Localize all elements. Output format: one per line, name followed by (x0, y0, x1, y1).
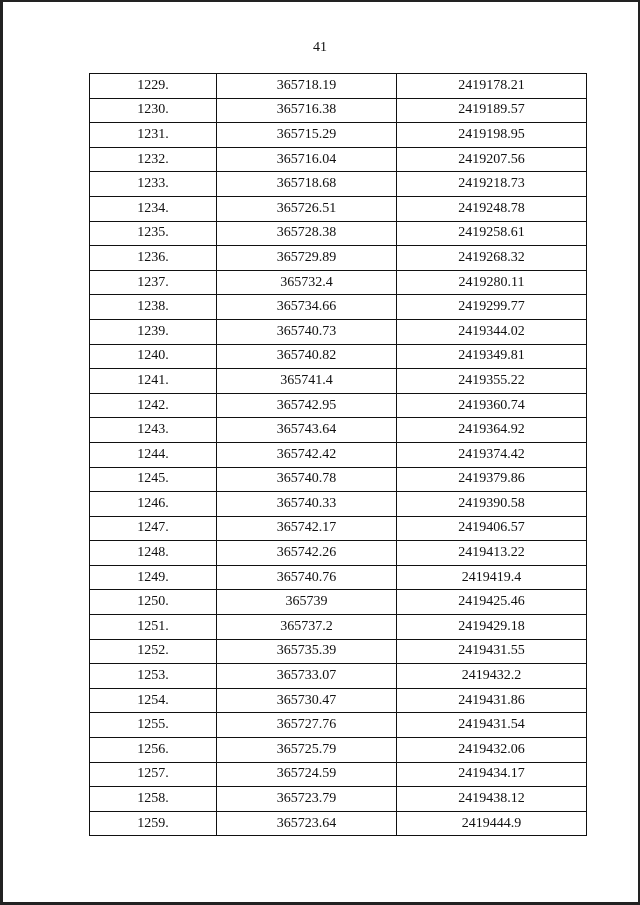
point-number-cell: 1243. (90, 418, 217, 443)
y-coordinate-cell: 2419431.55 (397, 639, 587, 664)
table-row (90, 221, 587, 246)
y-coordinate-cell: 2419355.22 (397, 369, 587, 394)
y-coordinate-cell: 2419299.77 (397, 295, 587, 320)
point-number-cell: 1239. (90, 319, 217, 344)
table-row (90, 295, 587, 320)
x-coordinate-cell: 365732.4 (217, 270, 397, 295)
x-coordinate-cell: 365728.38 (217, 221, 397, 246)
table-row (90, 319, 587, 344)
y-coordinate-cell: 2419360.74 (397, 393, 587, 418)
y-coordinate-cell: 2419431.54 (397, 713, 587, 738)
y-coordinate-cell: 2419218.73 (397, 172, 587, 197)
scan-border-left (0, 0, 3, 905)
point-number-cell: 1252. (90, 639, 217, 664)
y-coordinate-cell: 2419207.56 (397, 147, 587, 172)
x-coordinate-cell: 365718.19 (217, 74, 397, 99)
table-row (90, 811, 587, 836)
x-coordinate-cell: 365737.2 (217, 615, 397, 640)
y-coordinate-cell: 2419268.32 (397, 246, 587, 271)
point-number-cell: 1257. (90, 762, 217, 787)
y-coordinate-cell: 2419438.12 (397, 787, 587, 812)
x-coordinate-cell: 365740.82 (217, 344, 397, 369)
y-coordinate-cell: 2419431.86 (397, 688, 587, 713)
y-coordinate-cell: 2419364.92 (397, 418, 587, 443)
x-coordinate-cell: 365723.64 (217, 811, 397, 836)
point-number-cell: 1237. (90, 270, 217, 295)
y-coordinate-cell: 2419248.78 (397, 196, 587, 221)
x-coordinate-cell: 365742.26 (217, 541, 397, 566)
table-row (90, 713, 587, 738)
y-coordinate-cell: 2419344.02 (397, 319, 587, 344)
x-coordinate-cell: 365715.29 (217, 123, 397, 148)
table-row (90, 98, 587, 123)
x-coordinate-cell: 365716.38 (217, 98, 397, 123)
point-number-cell: 1232. (90, 147, 217, 172)
y-coordinate-cell: 2419444.9 (397, 811, 587, 836)
table-row (90, 467, 587, 492)
x-coordinate-cell: 365735.39 (217, 639, 397, 664)
y-coordinate-cell: 2419349.81 (397, 344, 587, 369)
point-number-cell: 1253. (90, 664, 217, 689)
y-coordinate-cell: 2419434.17 (397, 762, 587, 787)
y-coordinate-cell: 2419425.46 (397, 590, 587, 615)
point-number-cell: 1249. (90, 565, 217, 590)
x-coordinate-cell: 365726.51 (217, 196, 397, 221)
y-coordinate-cell: 2419189.57 (397, 98, 587, 123)
coordinates-table (89, 73, 587, 836)
table-row (90, 516, 587, 541)
x-coordinate-cell: 365724.59 (217, 762, 397, 787)
table-row (90, 369, 587, 394)
x-coordinate-cell: 365716.04 (217, 147, 397, 172)
point-number-cell: 1240. (90, 344, 217, 369)
table-row (90, 787, 587, 812)
x-coordinate-cell: 365742.95 (217, 393, 397, 418)
x-coordinate-cell: 365727.76 (217, 713, 397, 738)
x-coordinate-cell: 365740.76 (217, 565, 397, 590)
table-row (90, 541, 587, 566)
table-row (90, 123, 587, 148)
table-row (90, 270, 587, 295)
x-coordinate-cell: 365742.17 (217, 516, 397, 541)
x-coordinate-cell: 365743.64 (217, 418, 397, 443)
y-coordinate-cell: 2419419.4 (397, 565, 587, 590)
y-coordinate-cell: 2419374.42 (397, 442, 587, 467)
x-coordinate-cell: 365740.73 (217, 319, 397, 344)
point-number-cell: 1242. (90, 393, 217, 418)
table-row (90, 615, 587, 640)
point-number-cell: 1241. (90, 369, 217, 394)
point-number-cell: 1231. (90, 123, 217, 148)
point-number-cell: 1250. (90, 590, 217, 615)
table-row (90, 492, 587, 517)
table-row (90, 442, 587, 467)
point-number-cell: 1256. (90, 738, 217, 763)
y-coordinate-cell: 2419413.22 (397, 541, 587, 566)
point-number-cell: 1251. (90, 615, 217, 640)
table-row (90, 74, 587, 99)
point-number-cell: 1245. (90, 467, 217, 492)
table-row (90, 344, 587, 369)
point-number-cell: 1238. (90, 295, 217, 320)
point-number-cell: 1244. (90, 442, 217, 467)
scan-border-top (0, 0, 640, 2)
table-row (90, 147, 587, 172)
y-coordinate-cell: 2419429.18 (397, 615, 587, 640)
y-coordinate-cell: 2419178.21 (397, 74, 587, 99)
y-coordinate-cell: 2419432.2 (397, 664, 587, 689)
x-coordinate-cell: 365740.33 (217, 492, 397, 517)
x-coordinate-cell: 365740.78 (217, 467, 397, 492)
table-row (90, 639, 587, 664)
point-number-cell: 1229. (90, 74, 217, 99)
table-row (90, 418, 587, 443)
point-number-cell: 1230. (90, 98, 217, 123)
x-coordinate-cell: 365723.79 (217, 787, 397, 812)
x-coordinate-cell: 365742.42 (217, 442, 397, 467)
table-row (90, 196, 587, 221)
table-row (90, 565, 587, 590)
point-number-cell: 1255. (90, 713, 217, 738)
point-number-cell: 1236. (90, 246, 217, 271)
x-coordinate-cell: 365725.79 (217, 738, 397, 763)
y-coordinate-cell: 2419432.06 (397, 738, 587, 763)
point-number-cell: 1254. (90, 688, 217, 713)
table-row (90, 246, 587, 271)
point-number-cell: 1246. (90, 492, 217, 517)
table-row (90, 393, 587, 418)
x-coordinate-cell: 365739 (217, 590, 397, 615)
point-number-cell: 1258. (90, 787, 217, 812)
x-coordinate-cell: 365730.47 (217, 688, 397, 713)
point-number-cell: 1234. (90, 196, 217, 221)
x-coordinate-cell: 365729.89 (217, 246, 397, 271)
y-coordinate-cell: 2419406.57 (397, 516, 587, 541)
y-coordinate-cell: 2419198.95 (397, 123, 587, 148)
table-row (90, 738, 587, 763)
point-number-cell: 1235. (90, 221, 217, 246)
y-coordinate-cell: 2419280.11 (397, 270, 587, 295)
point-number-cell: 1233. (90, 172, 217, 197)
table-row (90, 762, 587, 787)
point-number-cell: 1247. (90, 516, 217, 541)
x-coordinate-cell: 365734.66 (217, 295, 397, 320)
y-coordinate-cell: 2419258.61 (397, 221, 587, 246)
y-coordinate-cell: 2419390.58 (397, 492, 587, 517)
table-row (90, 688, 587, 713)
x-coordinate-cell: 365718.68 (217, 172, 397, 197)
point-number-cell: 1259. (90, 811, 217, 836)
table-row (90, 590, 587, 615)
coordinates-table-body (90, 74, 587, 836)
point-number-cell: 1248. (90, 541, 217, 566)
page-number: 41 (313, 40, 327, 55)
table-row (90, 172, 587, 197)
table-row (90, 664, 587, 689)
y-coordinate-cell: 2419379.86 (397, 467, 587, 492)
x-coordinate-cell: 365733.07 (217, 664, 397, 689)
x-coordinate-cell: 365741.4 (217, 369, 397, 394)
